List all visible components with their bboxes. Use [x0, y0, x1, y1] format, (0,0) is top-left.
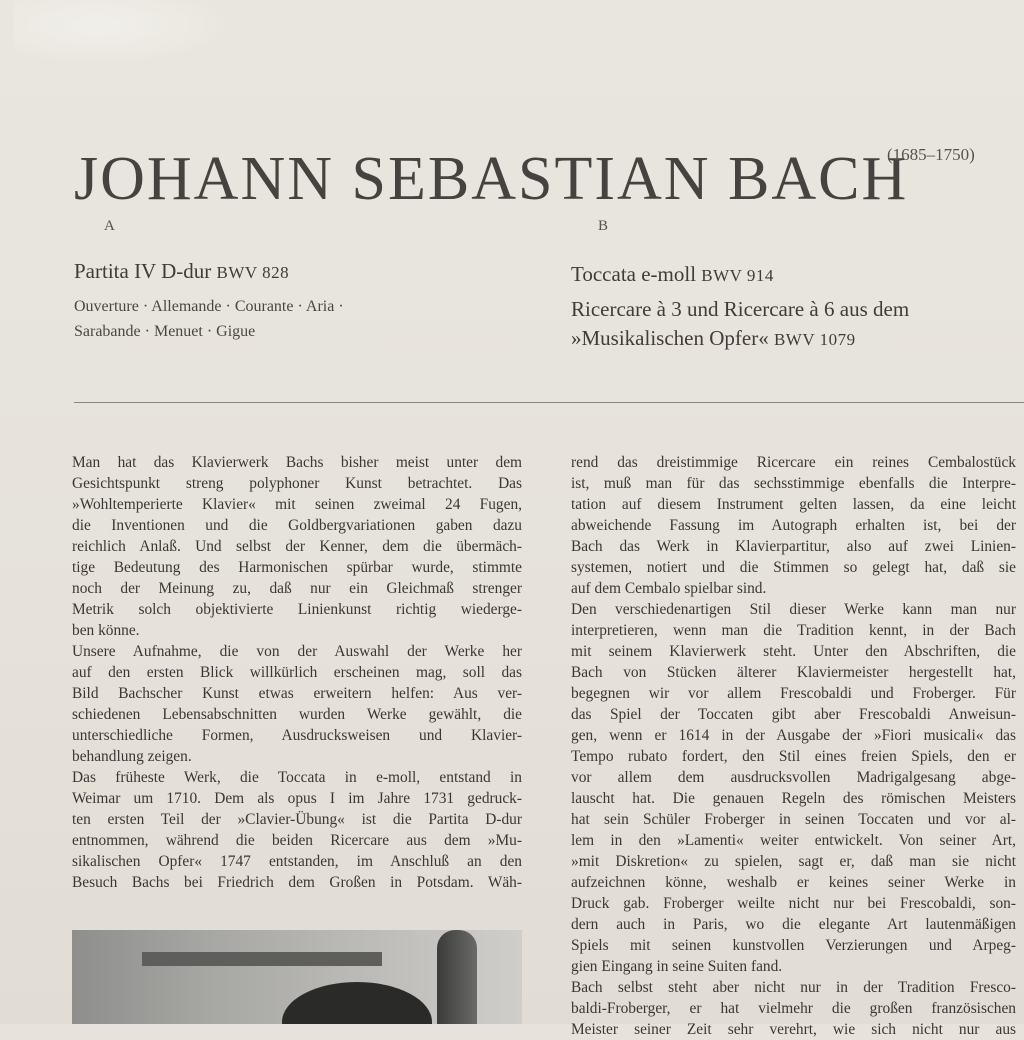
text-line: Das früheste Werk, die Toccata in e-moll, entstand in	[72, 769, 522, 786]
text-line: tation auf diesem Instrument gelten lassen, da eine leicht	[571, 496, 1016, 513]
side-b-catalog-2: BWV 1079	[773, 330, 856, 349]
text-line: das Spiel der Toccaten gibt aber Frescobaldi Anweisun-	[571, 706, 1016, 723]
side-a-catalog: BWV 828	[216, 263, 290, 282]
text-line: Besuch Bachs bei Friedrich dem Großen in Potsdam. Wäh-	[72, 874, 522, 891]
text-line: Bach das Werk in Klavierpartitur, also auf zwei Linien-	[571, 538, 1016, 555]
text-line: gien Eingang in seine Suiten fand.	[571, 958, 783, 975]
text-line: Den verschiedenartigen Stil dieser Werke kann man nur	[571, 601, 1016, 618]
text-line: noch der Meinung zu, daß nur ein Gleichmaß strenger	[72, 580, 522, 597]
composer-title: JOHANN SEBASTIAN BACH	[74, 144, 909, 213]
text-line: ten ersten Teil der »Clavier-Übung« ist die Partita D-dur	[72, 811, 522, 828]
horizontal-divider	[74, 402, 1024, 403]
text-line: Bach von Stücken älterer Klaviermeister hergestellt hat,	[571, 664, 1016, 681]
text-line: Druck gab. Froberger weilte nicht nur bei Frescobaldi, son-	[571, 895, 1016, 912]
left-text-column	[72, 452, 522, 893]
composer-dates: (1685–1750)	[887, 145, 975, 164]
text-line: reichlich Anlaß. Und selbst der Kenner, dem die übermäch-	[72, 538, 522, 555]
side-b-work-1-name: Toccata e-moll	[571, 262, 697, 286]
text-line: vor allem dem ausdrucksvollen Madrigalgesang abge-	[571, 769, 1016, 786]
text-line: Tempo rubato fordert, den Stil eines freien Spiels, den er	[571, 748, 1016, 765]
text-line: tige Bedeutung des Harmonischen spürbar wurde, stimmte	[72, 559, 522, 576]
text-line: systemen, notiert und die Stimmen so gelegt hat, daß sie	[571, 559, 1016, 576]
text-line: Man hat das Klavierwerk Bachs bisher meist unter dem	[72, 454, 522, 471]
text-line: dern auch in Paris, wo die elegante Art lautenmäßigen	[571, 916, 1016, 933]
text-line: abweichende Fassung im Autograph erhalten ist, bei der	[571, 517, 1016, 534]
text-line: baldi-Froberger, er hat vielmehr die großen französischen	[571, 1000, 1016, 1017]
right-text-column	[571, 452, 1016, 1040]
photo-performer-head	[282, 982, 432, 1024]
text-line: schiedenen Lebensabschnitten wurden Werke gewählt, die	[72, 706, 522, 723]
text-line: hat sein Schüler Froberger in seinen Toccaten und vor al-	[571, 811, 1016, 828]
text-line: Metrik solch objektivierte Linienkunst richtig wiederge-	[72, 601, 522, 618]
performer-photo	[72, 930, 522, 1024]
side-b-work-2-line-2	[571, 326, 856, 351]
text-line: die Inventionen und die Goldbergvariationen gaben dazu	[72, 517, 522, 534]
text-line: Meister seiner Zeit sehr verehrt, wie sich nicht nur aus	[571, 1021, 1016, 1038]
text-line: aufzeichnen könne, weshalb er keines seiner Werke in	[571, 874, 1016, 891]
photo-instrument	[437, 930, 477, 1024]
text-line: lem in den »Lamenti« weiter entwickelt. Von seiner Art,	[571, 832, 1016, 849]
text-line: interpretieren, wenn man die Tradition kennt, in der Bach	[571, 622, 1016, 639]
movements-line-1: Ouverture · Allemande · Courante · Aria ·	[74, 298, 344, 315]
text-line: Bild Bachscher Kunst etwas erweitern helfen: Aus ver-	[72, 685, 522, 702]
text-line: begegnen wir vor allem Frescobaldi und Froberger. Für	[571, 685, 1016, 702]
text-line: »mit Diskretion« zu spielen, sagt er, daß man sie nicht	[571, 853, 1016, 870]
text-line: Spiels mit seinen kunstvollen Verzierungen und Arpeg-	[571, 937, 1016, 954]
text-line: Unsere Aufnahme, die von der Auswahl der Werke her	[72, 643, 522, 660]
movements-line-2: Sarabande · Menuet · Gigue	[74, 323, 256, 340]
photo-background-frame	[142, 952, 382, 966]
text-line: rend das dreistimmige Ricercare ein reines Cembalostück	[571, 454, 1016, 471]
text-line: behandlung zeigen.	[72, 748, 192, 765]
text-line: gen, wenn er 1614 in der Ausgabe der »Fiori musicali« das	[571, 727, 1016, 744]
text-line: Bach selbst steht aber nicht nur in der Tradition Fresco-	[571, 979, 1016, 996]
text-line: unterschiedliche Formen, Ausdrucksweisen und Klavier-	[72, 727, 522, 744]
side-a-label: A	[104, 218, 115, 234]
text-line: sikalischen Opfer« 1747 entstanden, im Anschluß an den	[72, 853, 522, 870]
side-b-work-2-line-1: Ricercare à 3 und Ricercare à 6 aus dem	[571, 297, 910, 321]
text-line: ist, muß man für das sechsstimmige ebenfalls die Interpre-	[571, 475, 1016, 492]
side-b-catalog-1: BWV 914	[701, 266, 774, 285]
text-line: auf den ersten Blick willkürlich erscheinen mag, soll das	[72, 664, 522, 681]
text-line: »Wohltemperierte Klavier« mit seinen zweimal 24 Fugen,	[72, 496, 522, 513]
side-a-work-title	[74, 259, 289, 284]
text-line: Weimar um 1710. Dem als opus I im Jahre 1731 gedruck-	[72, 790, 522, 807]
side-a-work-name: Partita IV D-dur	[74, 259, 212, 283]
side-b-label: B	[598, 218, 609, 234]
text-line: ben könne.	[72, 622, 140, 639]
text-line: mit seinem Klavierwerk steht. Unter den Abschriften, die	[571, 643, 1016, 660]
side-b-work-1	[571, 262, 774, 287]
side-b-work-2-name: »Musikalischen Opfer«	[571, 326, 769, 350]
text-line: lauscht hat. Die genauen Regeln des römischen Meisters	[571, 790, 1016, 807]
side-a-movements	[74, 294, 344, 344]
text-line: Gesichtspunkt streng polyphoner Kunst betrachtet. Das	[72, 475, 522, 492]
text-line: entnommen, während die beiden Ricercare aus dem »Mu-	[72, 832, 522, 849]
paper-wear-mark	[14, 0, 224, 62]
text-line: auf dem Cembalo spielbar sind.	[571, 580, 767, 597]
